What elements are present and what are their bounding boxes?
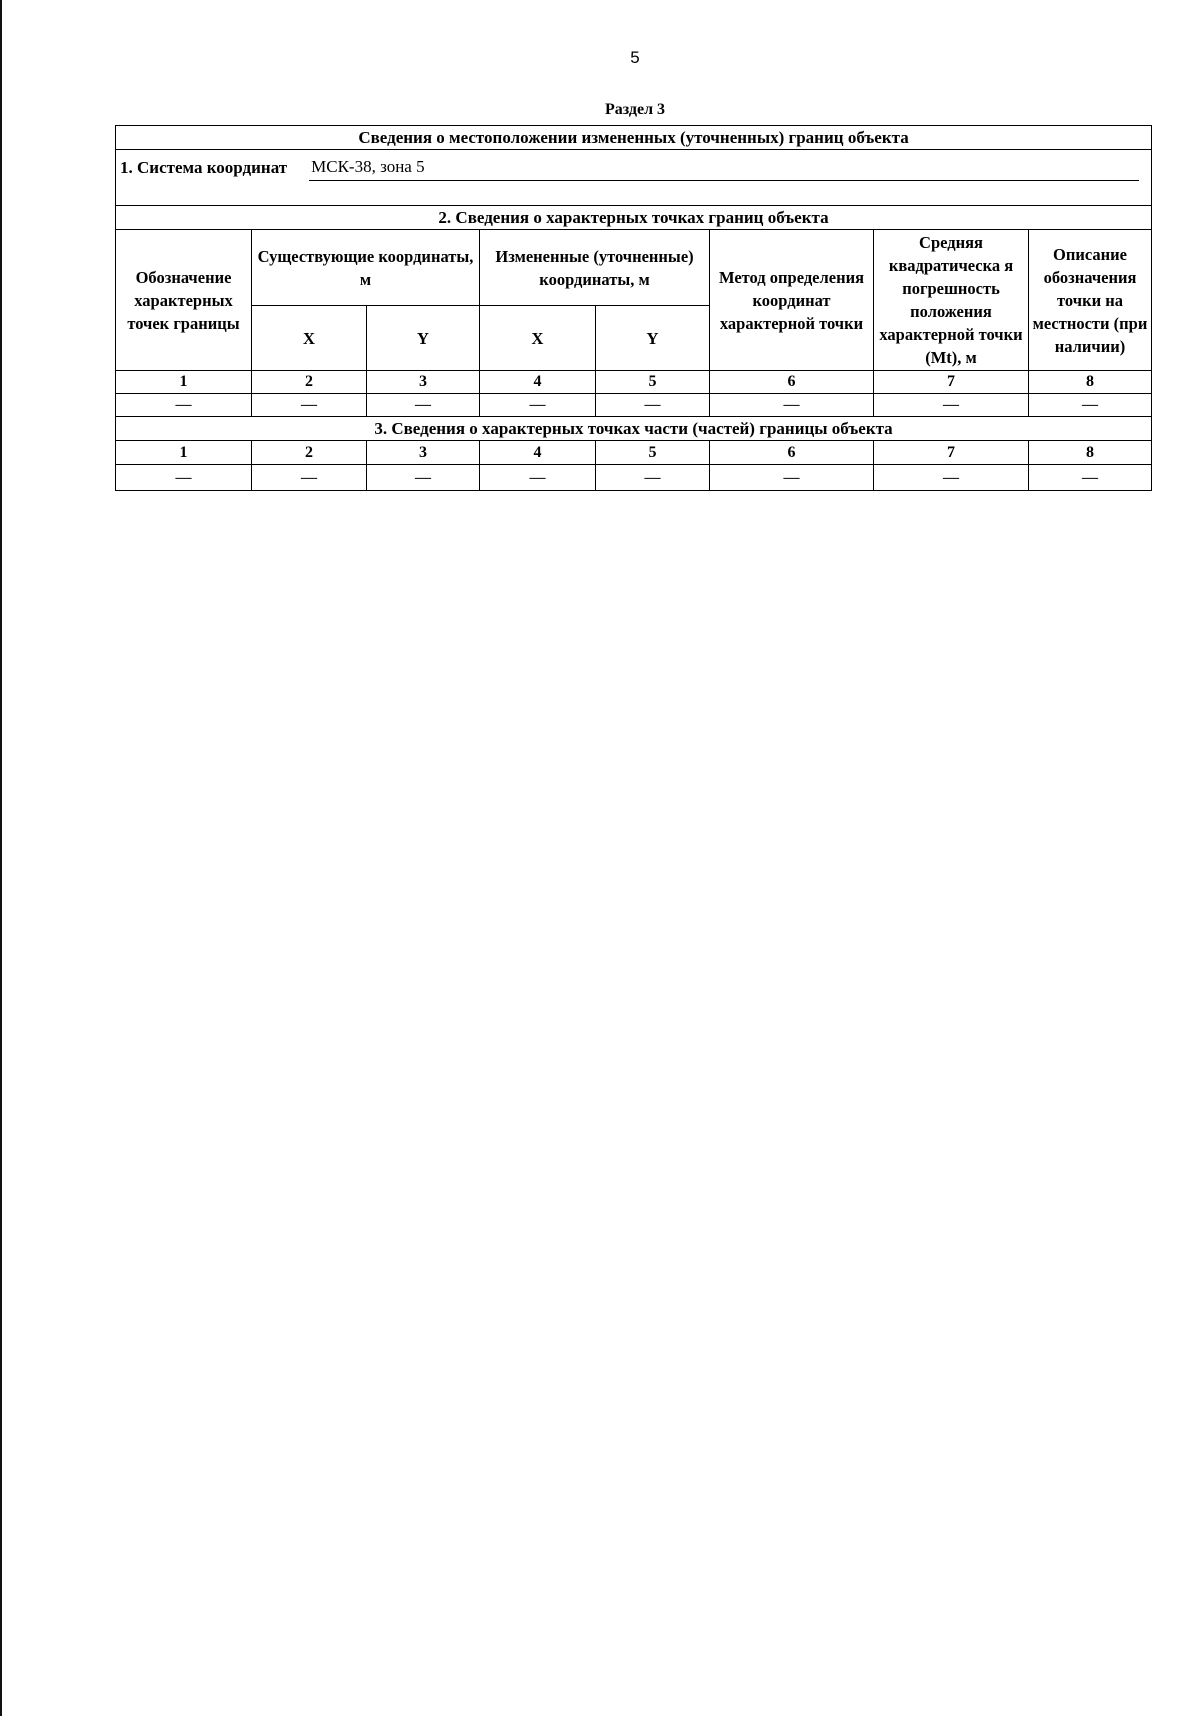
points-cell-6: — — [710, 394, 874, 417]
part-column-number-3: 3 — [367, 441, 480, 465]
part-points-heading: 3. Сведения о характерных точках части (частей) границы объекта — [116, 417, 1152, 441]
part-cell-5: — — [596, 465, 710, 491]
coordinate-system-row — [116, 150, 1152, 206]
part-cell-6: — — [710, 465, 874, 491]
table-heading: Сведения о местоположении измененных (уточненных) границ объекта — [116, 126, 1152, 150]
points-cell-3: — — [367, 394, 480, 417]
page-number: 5 — [630, 48, 640, 67]
column-number-3: 3 — [367, 371, 480, 394]
part-column-number-4: 4 — [480, 441, 596, 465]
column-description: Описание обозначения точки на местности (при наличии) — [1029, 230, 1152, 371]
part-cell-8: — — [1029, 465, 1152, 491]
column-number-6: 6 — [710, 371, 874, 394]
part-column-number-5: 5 — [596, 441, 710, 465]
column-designation: Обозначение характерных точек границы — [116, 230, 252, 371]
section-title: Раздел 3 — [604, 101, 666, 118]
column-number-2: 2 — [252, 371, 367, 394]
points-heading: 2. Сведения о характерных точках границ объекта — [116, 206, 1152, 230]
column-changed-coordinates: Измененные (уточненные) координаты, м — [480, 230, 710, 306]
page-left-edge — [0, 0, 2, 1716]
part-cell-2: — — [252, 465, 367, 491]
column-existing-coordinates: Существующие координаты, м — [252, 230, 480, 306]
part-column-number-7: 7 — [874, 441, 1029, 465]
part-column-number-6: 6 — [710, 441, 874, 465]
column-number-1: 1 — [116, 371, 252, 394]
part-cell-1: — — [116, 465, 252, 491]
part-column-number-1: 1 — [116, 441, 252, 465]
column-existing-x: X — [252, 306, 367, 371]
column-mean-error: Средняя квадратическа я погрешность положения характерной точки (Mt), м — [874, 230, 1029, 371]
coordinate-system-value: МСК-38, зона 5 — [309, 158, 1139, 181]
coordinate-system-label: 1. Система координат — [120, 158, 288, 177]
column-number-8: 8 — [1029, 371, 1152, 394]
column-changed-x: X — [480, 306, 596, 371]
boundary-table — [115, 125, 1152, 491]
column-changed-y: Y — [596, 306, 710, 371]
column-number-4: 4 — [480, 371, 596, 394]
points-cell-4: — — [480, 394, 596, 417]
part-column-number-8: 8 — [1029, 441, 1152, 465]
points-cell-5: — — [596, 394, 710, 417]
column-number-7: 7 — [874, 371, 1029, 394]
points-cell-8: — — [1029, 394, 1152, 417]
column-existing-y: Y — [367, 306, 480, 371]
points-cell-1: — — [116, 394, 252, 417]
part-cell-7: — — [874, 465, 1029, 491]
part-column-number-2: 2 — [252, 441, 367, 465]
part-cell-3: — — [367, 465, 480, 491]
points-cell-7: — — [874, 394, 1029, 417]
part-cell-4: — — [480, 465, 596, 491]
column-number-5: 5 — [596, 371, 710, 394]
points-cell-2: — — [252, 394, 367, 417]
column-method: Метод определения координат характерной точки — [710, 230, 874, 371]
